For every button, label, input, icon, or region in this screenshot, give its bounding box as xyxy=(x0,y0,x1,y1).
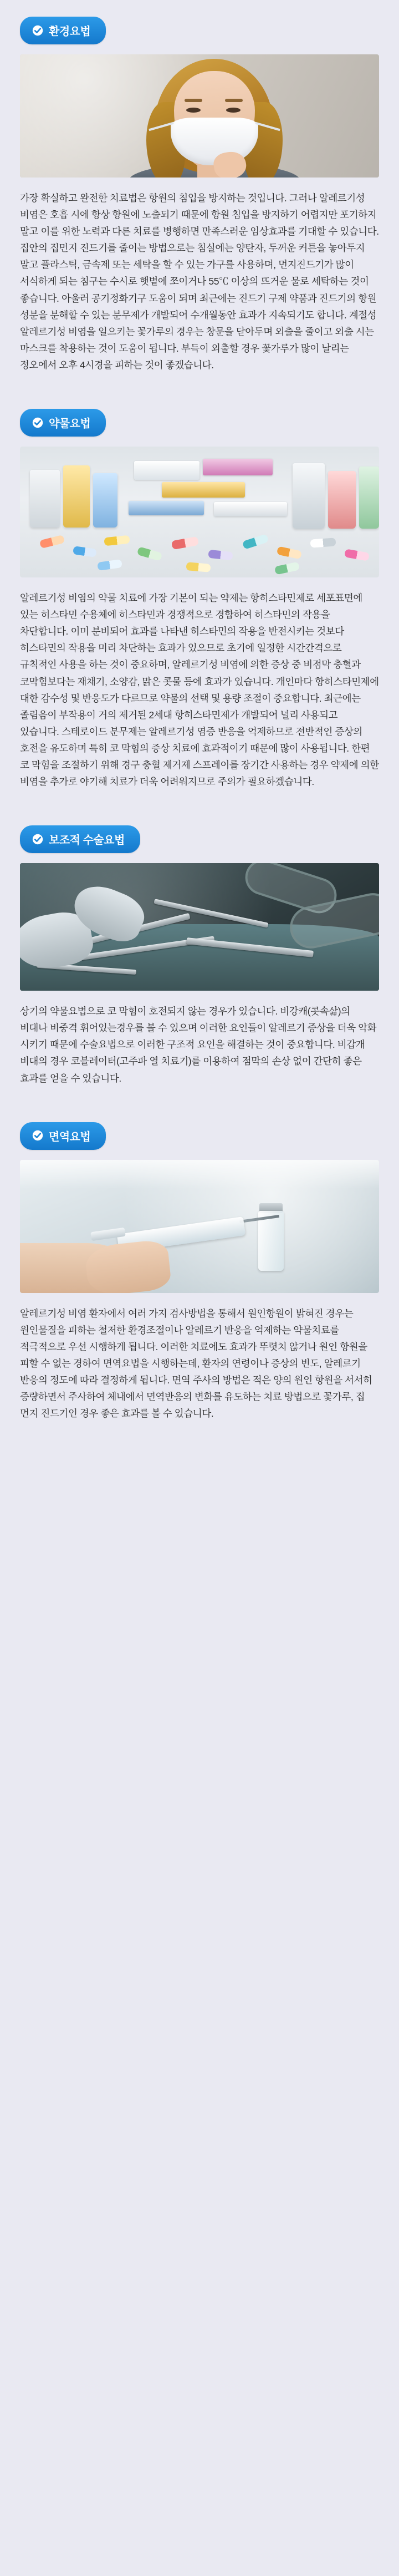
section-paragraph-drug-therapy: 알레르기성 비염의 약물 치료에 가장 기본이 되는 약제는 항히스타민제로 세포표면에 있는 히스타민 수용체에 히스타민과 경쟁적으로 경합하여 히스타민의 작용을 차단합니다. 이미 분비되어 효과를 나타낸 히스타민의 작용을 반전시키는 것보다 히스타민의 작용을 미리 차단하는 효과가 있으므로 초기에 일정한 시간간격으로 규칙적인 사용을 하는 것이 중요하며, 알레르기성 비염에 의한 증상 중 비점막 충혈과 코막힘보다는 재채기, 소양감, 맑은 콧물 등에 효과가 있습니다. 개인마다 항히스타민제에 대한 감수성 및 반응도가 다르므로 약물의 선택 및 용량 조절이 중요합니다. 최근에는 졸림음이 부작용이 거의 제거된 2세대 항히스타민제가 개발되어 널리 사용되고 있습니다. 스테로이드 분무제는 알레르기성 염증 반응을 억제하므로 전반적인 증상의 호전을 유도하며 특히 코 막힘의 증상 치료에 효과적이기 때문에 많이 사용됩니다. 한편 코 막힘을 조절하기 위해 경구 충혈 제거제 스프레이를 장기간 사용하는 경우 약제에 의한 비염을 추가로 야기해 치료가 더욱 어려워지므로 주의가 필요하겠습니다. xyxy=(20,592,379,788)
section-immunotherapy xyxy=(0,1106,399,1422)
section-badge-label: 보조적 수술요법 xyxy=(49,834,125,847)
pills-blister-packs-photo xyxy=(20,447,379,577)
surgery-instruments-photo xyxy=(20,863,379,991)
check-circle-icon xyxy=(32,834,43,845)
photo-blister-pack xyxy=(134,461,200,480)
section-badge-immunotherapy xyxy=(20,1122,106,1150)
section-paragraph-adjuvant-surgery: 상기의 약물요법으로 코 막힘이 호전되지 않는 경우가 있습니다. 비강캐(콧속삶)의 비대나 비중격 휘어있는경우를 볼 수 있으며 이러한 요인들이 알레르기 증상을 더욱 악화 시키기 때문에 수술요법으로 이러한 구조적 요인을 해결하는 것이 중요합니다. 비갑개 비대의 경우 코블레이터(고주파 열 치료기)를 이용하여 점막의 손상 없이 간단히 좋은 효과를 얻을 수 있습니다. xyxy=(20,1006,377,1084)
photo-eye-right xyxy=(226,108,241,113)
section-drug-therapy xyxy=(0,392,399,790)
photo-blister-pack xyxy=(129,501,204,515)
photo-bottle xyxy=(30,470,60,528)
photo-bottle xyxy=(293,463,325,529)
photo-bottle xyxy=(328,471,356,529)
photo-highlight xyxy=(20,1160,379,1189)
photo-bottle xyxy=(63,465,90,528)
photo-blister-pack xyxy=(203,459,273,475)
vaccine-injection-photo xyxy=(20,1160,379,1293)
photo-blister-pack xyxy=(214,502,287,516)
check-circle-icon xyxy=(32,1130,43,1141)
check-circle-icon xyxy=(32,417,43,428)
section-badge-environment-therapy xyxy=(20,17,106,44)
section-badge-label: 면역요법 xyxy=(49,1130,91,1143)
photo-bottle xyxy=(93,473,117,528)
masked-woman-photo xyxy=(20,54,379,178)
section-badge-label: 환경요법 xyxy=(49,26,91,38)
photo-eye-left xyxy=(186,108,201,113)
section-badge-label: 약물요법 xyxy=(49,418,91,430)
section-adjuvant-surgery xyxy=(0,809,399,1086)
section-environment-therapy xyxy=(0,0,399,373)
photo-eyebrow-right xyxy=(225,99,243,102)
photo-blister-pack xyxy=(162,482,245,498)
photo-bottle xyxy=(359,466,379,529)
section-badge-drug-therapy xyxy=(20,409,106,437)
section-paragraph-immunotherapy: 알레르기성 비염 환자에서 여러 가지 검사방법을 통해서 원인항원이 밝혀진 경우는 원인물질을 피하는 철저한 환경조절이나 알레르기 반응을 억제하는 약물치료를 적극적으로 우선 시행하게 됩니다. 이러한 치료에도 효과가 뚜렷치 않거나 원인 항원을 피할 수 없는 경하여 면역요법을 시행하는데, 환자의 연령이나 증상의 빈도, 알레르기 반응의 정도에 따라 결정하게 됩니다. 면역 주사의 방법은 적은 양의 원인 항원을 서서히 증량하면서 주사하여 체내에서 면역반응의 변화를 유도하는 치료 방법으로 꽃가루, 집 먼지 진드기인 경우 좋은 효과를 볼 수 있습니다. xyxy=(20,1307,372,1419)
section-badge-adjuvant-surgery xyxy=(20,825,140,853)
check-circle-icon xyxy=(32,25,43,36)
photo-eyebrow-left xyxy=(185,99,202,102)
section-paragraph-environment-therapy: 가장 확실하고 완전한 치료법은 항원의 침입을 방지하는 것입니다. 그러나 알레르기성 비염은 호흡 시에 항상 항원에 노출되기 때문에 항원 침입을 방지하기 어렵지만 포기하지 말고 이를 위한 노력과 다른 치료를 병행하면 만족스러운 임상효과를 기대할 수 있습니다. 집안의 집먼지 진드기를 줄이는 방법으로는 침실에는 양탄자, 두꺼운 커튼을 놓아두지 말고 플라스틱, 금속제 또는 세탁을 할 수 있는 가구를 사용하며, 먼지진드기가 많이 서식하게 되는 침구는 수시로 햇볕에 쪼이거나 55℃ 이상의 뜨거운 물로 세탁하는 것이 좋습니다. 아울러 공기정화기구 도움이 되며 최근에는 진드기 구제 약품과 진드기의 항원 성분을 분해할 수 있는 분무제가 개발되어 수개월동안 효과가 지속되기도 합니다. 계절성 알레르기성 비염을 일으키는 꽃가루의 경우는 창문을 닫아두며 외출을 줄이고 외출 시는 마스크를 착용하는 것이 도움이 됩니다. 부득이 외출할 경우 꽃가루가 많이 날리는 정오에서 오후 4시경을 피하는 것이 좋겠습니다. xyxy=(20,192,379,371)
